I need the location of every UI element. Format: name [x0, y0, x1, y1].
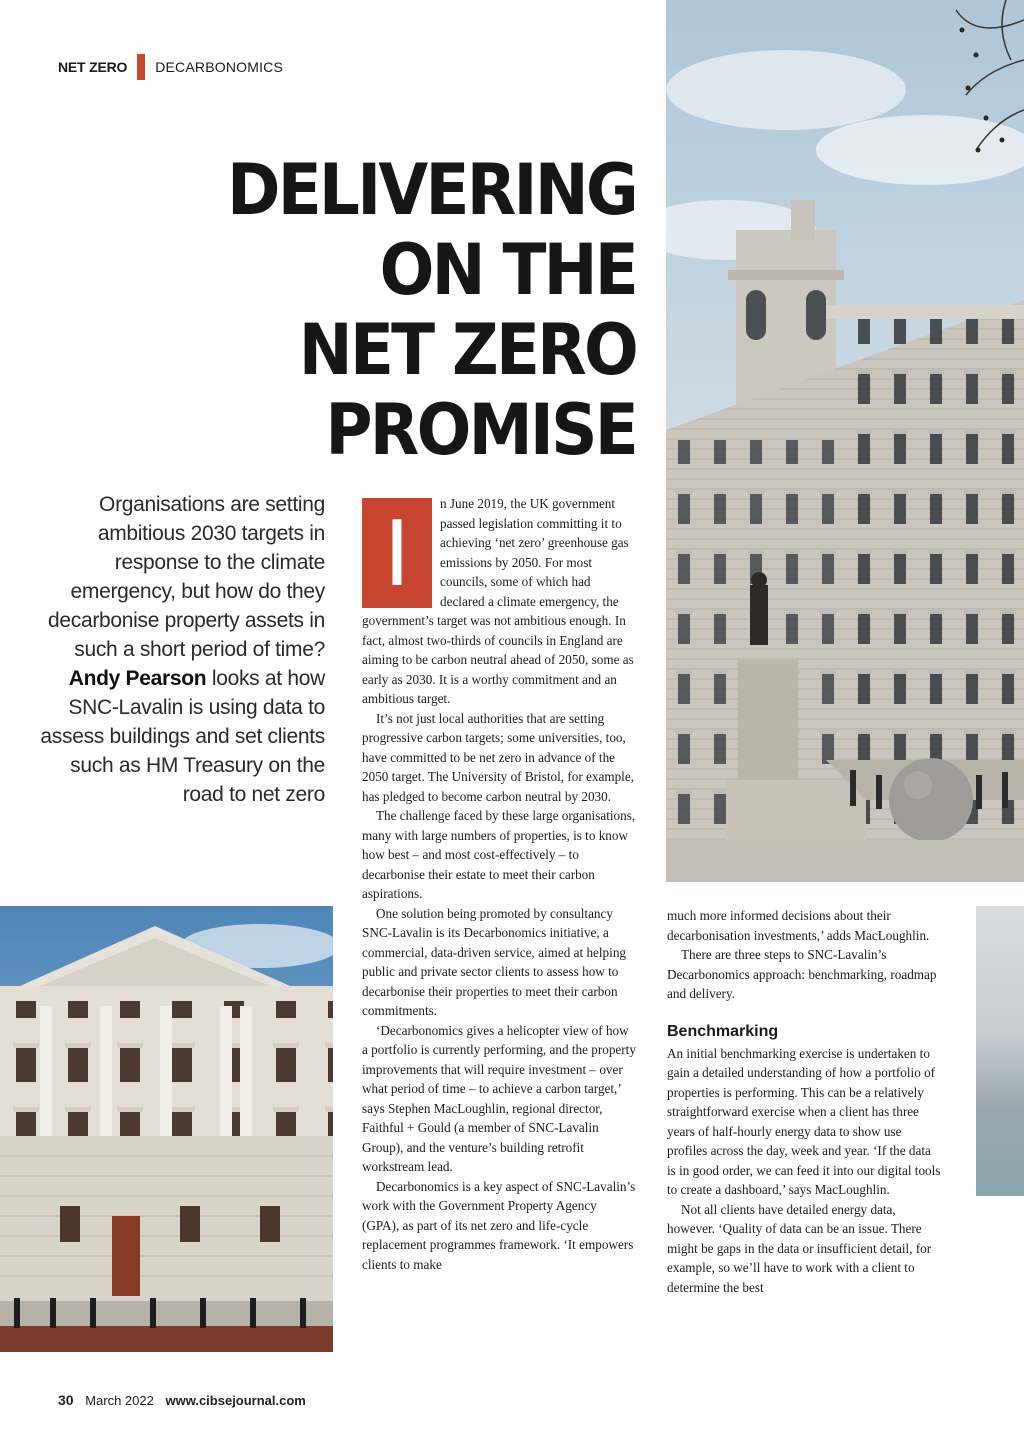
body-paragraph: Decarbonomics is a key aspect of SNC-Lavalin’s work with the Government Property Agency (GPA), as part of its net zero and life-cycle replacement programmes framework. ‘It empowers clients to make [362, 1178, 636, 1272]
body-paragraph: It’s not just local authorities that are setting progressive carbon targets; some universities, too, have committed to be net zero in advance of the 2050 target. The University of Bristol, for example, has pledged to become carbon neutral by 2030. [362, 710, 634, 804]
page-number: 30 [58, 1392, 74, 1408]
journal-url: www.cibsejournal.com [165, 1393, 306, 1408]
author-name: Andy Pearson [68, 667, 207, 690]
body-paragraph: One solution being promoted by consultancy SNC-Lavalin is its Decarbonomics initiative, a commercial, data-driven service, aimed at helping public and private sector clients to assess how to decarbonise their properties to meet their carbon commitments. [362, 905, 627, 1018]
standfirst-outro: looks at how SNC-Lavalin is using data to assess buildings and set clients such as HM Treasury on the road to net zero [40, 667, 325, 806]
body-paragraph: ‘Decarbonomics gives a helicopter view of how a portfolio is currently performing, and the property improvements that will require investment – over what period of time – to achieve a carbon target,’ says Stephen MacLoughlin, regional director, Faithful + Gould (a member of SNC-Lavalin Group), and the venture’s building retrofit workstream lead. [362, 1022, 636, 1174]
office-interior-photo [976, 906, 1024, 1196]
body-paragraph: There are three steps to SNC-Lavalin’s Decarbonomics approach: benchmarking, roadmap and delivery. [667, 947, 937, 1001]
body-paragraph: The challenge faced by these large organisations, many with large numbers of properties, is to know how best – and most cost-effectively – to decarbonise their estate to meet their carbon aspirations. [362, 808, 636, 901]
headline-line: PROMISE [325, 389, 636, 471]
body-paragraph: much more informed decisions about their decarbonisation investments,’ adds MacLoughlin. [667, 908, 930, 943]
subsection-label: DECARBONOMICS [155, 59, 284, 75]
treasury-facade-photo [0, 906, 333, 1352]
section-label: NET ZERO [58, 59, 128, 75]
section-divider-bar [137, 54, 145, 80]
body-paragraph: n June 2019, the UK government passed legislation committing it to achieving ‘net zero’ greenhouse gas emissions by 2050. For most councils, some of which had declared a climate emergency, the government’s target was not ambitious enough. In fact, almost two-thirds of councils in England are aiming to be carbon neutral ahead of 2050, some as early as 2030. It is a worthy commitment and an ambitious target. [362, 496, 634, 706]
body-paragraph: An initial benchmarking exercise is undertaken to gain a detailed understanding of how a portfolio of properties is performing. This can be a relatively straightforward exercise when a client has three years of half-hourly energy data to show use profiles across the day, week and year. ‘If the data is in good order, we can feed it into our digital tools to create a dashboard,’ says MacLoughlin. [667, 1045, 941, 1197]
headline-line: ON THE [379, 229, 636, 311]
issue-date: March 2022 [85, 1393, 154, 1408]
standfirst [40, 490, 325, 809]
section-header [58, 55, 283, 79]
page-footer [58, 1392, 306, 1408]
body-column-2 [667, 906, 942, 1297]
standfirst-intro: Organisations are setting ambitious 2030 targets in response to the climate emergency, but how do they decarbonise property assets in such a short period of time? [48, 493, 325, 661]
subheading-benchmarking: Benchmarking [667, 1022, 779, 1040]
headline-line: NET ZERO [298, 309, 636, 391]
headline-line: DELIVERING [227, 149, 637, 231]
drop-cap: I [362, 498, 432, 608]
hm-treasury-photo [666, 0, 1024, 882]
headline [106, 150, 636, 470]
body-column-1 [362, 494, 637, 1274]
body-paragraph: Not all clients have detailed energy data, however. ‘Quality of data can be an issue. There might be gaps in the data or insufficient detail, for example, so we’ll have to work with a client to determine the best [667, 1201, 932, 1295]
